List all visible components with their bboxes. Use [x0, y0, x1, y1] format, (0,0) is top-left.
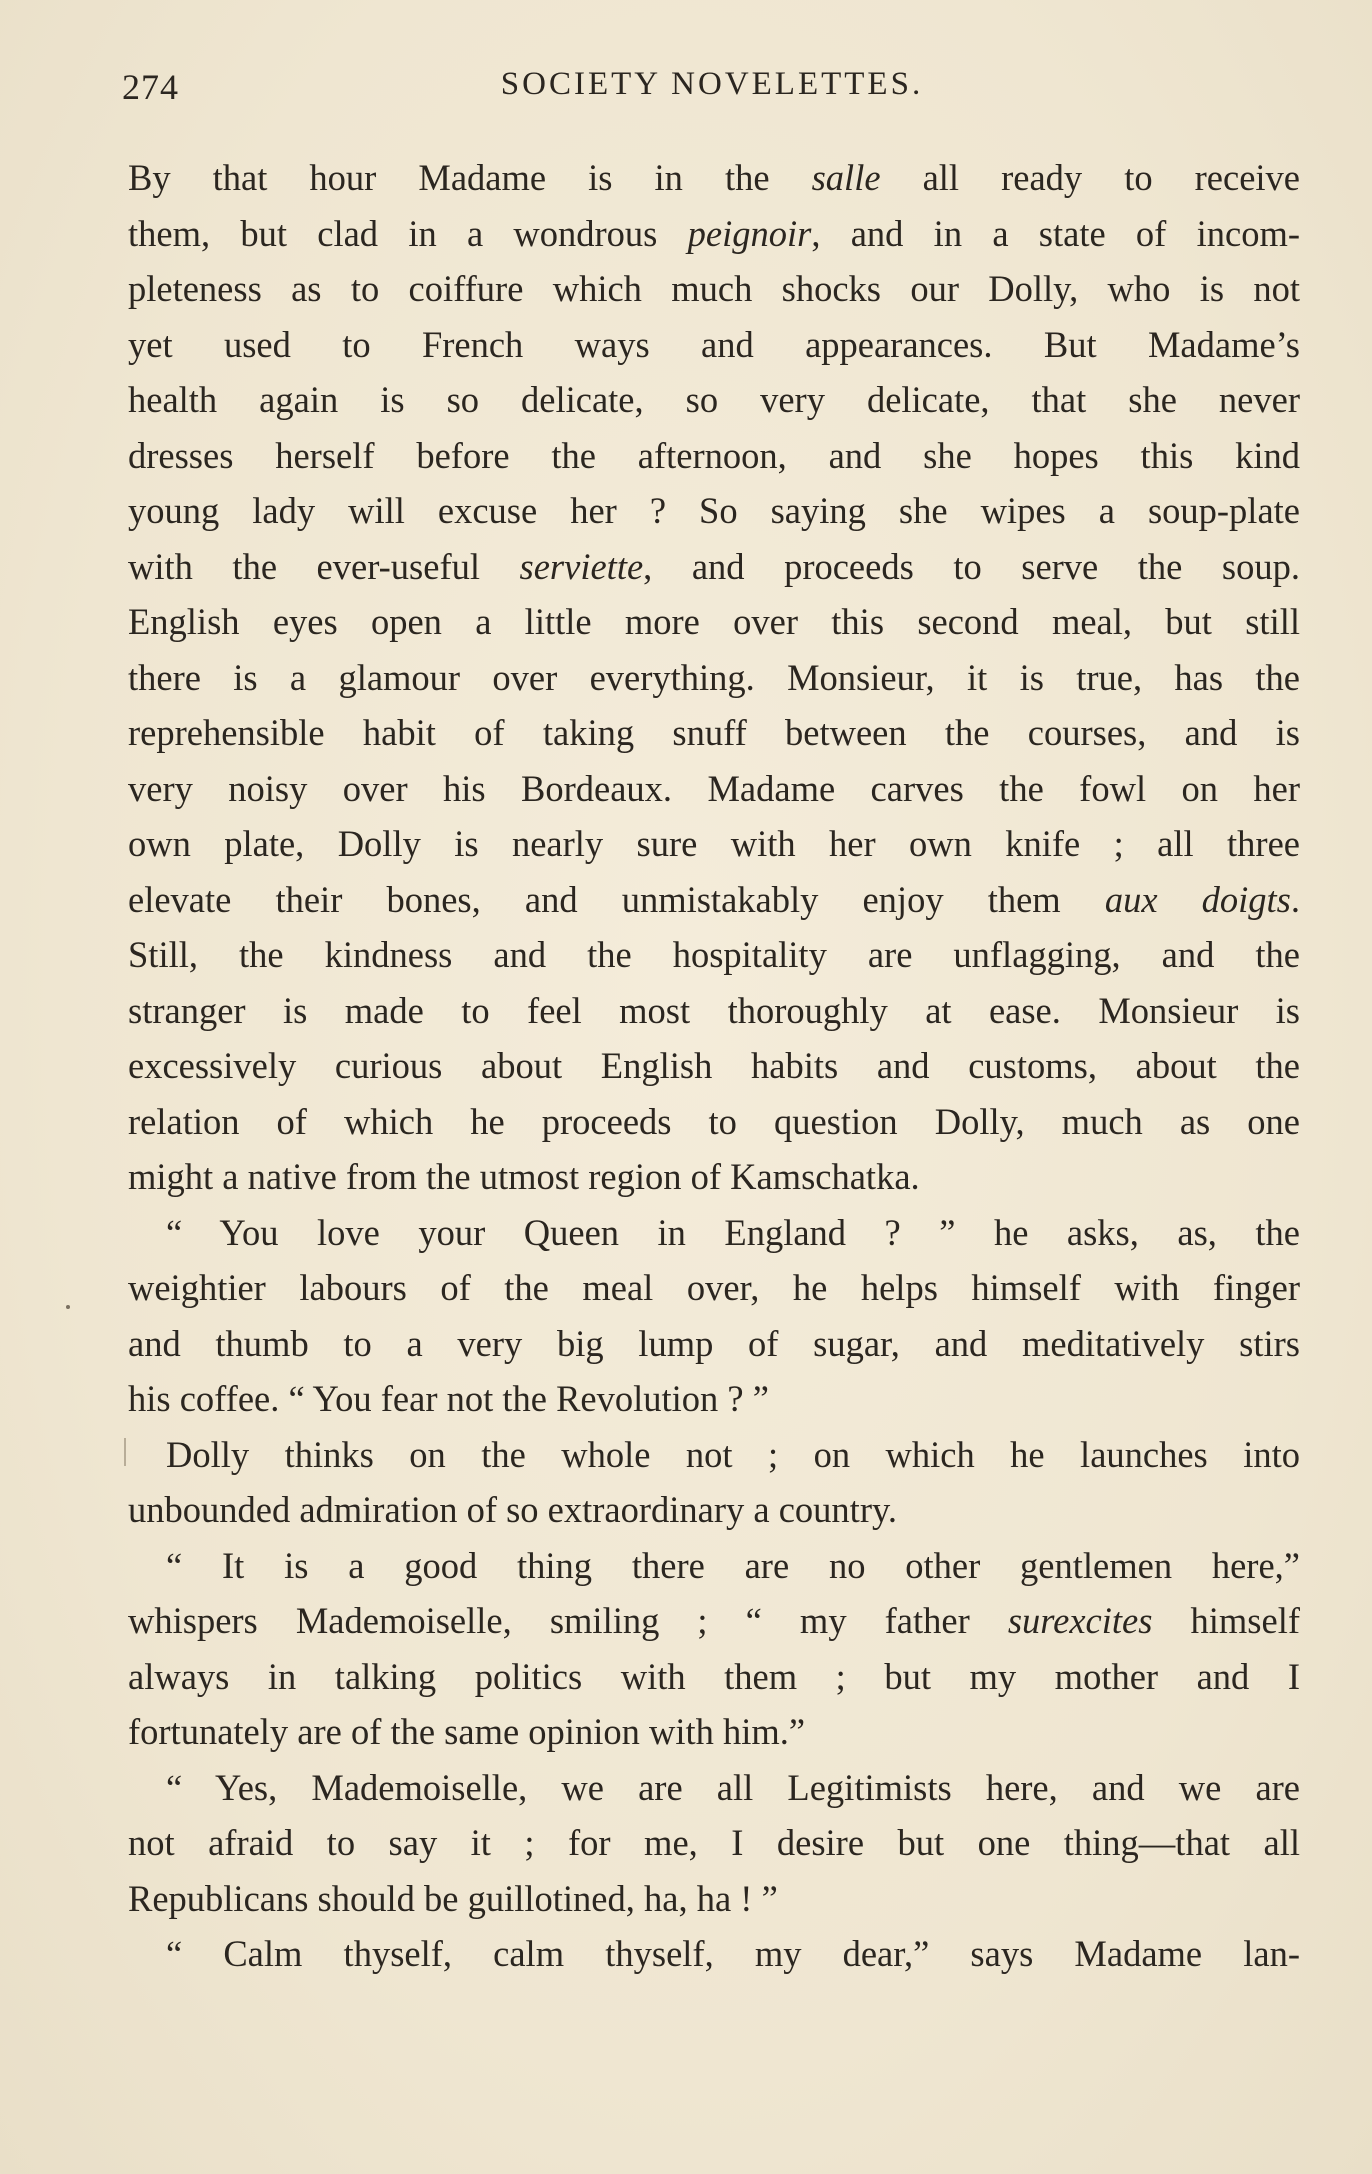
text-run: .	[1290, 878, 1300, 920]
text-line	[128, 983, 1300, 1039]
text-run: them, but clad in a wondrous	[128, 212, 688, 254]
text-run: there is a glamour over everything. Monsieur, it is true, has the	[128, 656, 1300, 698]
text-run: yet used to French ways and appearances. But Madame’s	[128, 323, 1300, 365]
text-run: By that hour Madame is in the	[128, 157, 812, 198]
text-line	[128, 1260, 1300, 1316]
text-run: fortunately are of the same opinion with him.”	[128, 1711, 806, 1752]
stray-ink-mark	[66, 1305, 70, 1309]
text-run: , and proceeds to serve the soup.	[643, 545, 1300, 587]
text-run: “ It is a good thing there are no other gentlemen here,”	[166, 1544, 1300, 1586]
page-number: 274	[122, 67, 179, 107]
text-line	[128, 1205, 1300, 1261]
text-line	[128, 927, 1300, 983]
text-line	[128, 372, 1300, 428]
text-run: weightier labours of the meal over, he helps himself with finger	[128, 1267, 1300, 1308]
text-run: unbounded admiration of so extraordinary a country.	[128, 1489, 897, 1530]
text-run: stranger is made to feel most thoroughly at ease. Monsieur is	[128, 989, 1300, 1031]
text-line	[128, 206, 1300, 262]
text-run: reprehensible habit of taking snuff between the courses, and is	[128, 712, 1300, 753]
text-run: all ready to receive	[880, 157, 1300, 198]
text-line	[128, 1871, 1300, 1927]
text-run: very noisy over his Bordeaux. Madame carves the fowl on her	[128, 767, 1300, 809]
text-line	[128, 317, 1300, 373]
text-line	[128, 1094, 1300, 1150]
text-line	[128, 1593, 1300, 1649]
text-run: “ You love your Queen in England ? ” he asks, as, the	[166, 1211, 1300, 1253]
text-run: relation of which he proceeds to question Dolly, much as one	[128, 1100, 1300, 1142]
text-line	[128, 1704, 1300, 1760]
text-run: always in talking politics with them ; but my mother and I	[128, 1655, 1300, 1697]
text-run: himself	[1152, 1600, 1300, 1641]
text-line	[128, 428, 1300, 484]
text-line	[128, 1316, 1300, 1372]
text-run: Republicans should be guillotined, ha, ha ! ”	[128, 1877, 778, 1919]
text-run: “ Yes, Mademoiselle, we are all Legitimists here, and we are	[166, 1766, 1300, 1808]
text-line	[128, 1371, 1300, 1427]
italic-text-run: aux doigts	[1104, 878, 1291, 920]
text-run: with the ever-useful	[128, 545, 520, 587]
text-line	[128, 1149, 1300, 1205]
italic-text-run: serviette	[519, 545, 644, 587]
text-run: young lady will excuse her ? So saying she wipes a soup-plate	[128, 490, 1300, 531]
text-run: health again is so delicate, so very delicate, that she never	[128, 379, 1300, 420]
text-run: might a native from the utmost region of Kamschatka.	[128, 1156, 920, 1197]
text-line	[128, 650, 1300, 706]
text-line	[128, 705, 1300, 761]
text-line	[128, 1760, 1300, 1816]
text-line	[128, 1038, 1300, 1094]
text-line	[128, 1427, 1300, 1483]
text-run: his coffee. “ You fear not the Revolution ? ”	[128, 1378, 769, 1419]
text-run: own plate, Dolly is nearly sure with her own knife ; all three	[128, 823, 1300, 864]
text-run: excessively curious about English habits and customs, about the	[128, 1045, 1300, 1086]
text-line	[128, 150, 1300, 206]
text-run: whispers Mademoiselle, smiling ; “ my father	[128, 1600, 1008, 1641]
page-header	[122, 66, 1302, 112]
text-run: Dolly thinks on the whole not ; on which he launches into	[166, 1433, 1300, 1475]
stray-margin-line	[124, 1438, 126, 1466]
text-run: pleteness as to coiffure which much shocks our Dolly, who is not	[128, 268, 1300, 309]
text-line	[128, 261, 1300, 317]
text-run: elevate their bones, and unmistakably enjoy them	[128, 878, 1105, 920]
text-line	[128, 1538, 1300, 1594]
text-line	[128, 539, 1300, 595]
text-run: Still, the kindness and the hospitality are unflagging, and the	[128, 934, 1300, 975]
text-run: , and in a state of incom-	[811, 212, 1300, 254]
text-run: dresses herself before the afternoon, and she hopes this kind	[128, 434, 1300, 476]
italic-text-run: surexcites	[1007, 1600, 1153, 1641]
text-line	[128, 1926, 1300, 1982]
italic-text-run: peignoir	[687, 212, 812, 254]
text-run: not afraid to say it ; for me, I desire but one thing—that all	[128, 1822, 1300, 1863]
text-line	[128, 1649, 1300, 1705]
italic-text-run: salle	[811, 157, 881, 198]
text-line	[128, 816, 1300, 872]
text-line	[128, 1482, 1300, 1538]
body-text	[128, 150, 1300, 1982]
text-run: English eyes open a little more over this second meal, but still	[128, 601, 1300, 642]
text-line	[128, 483, 1300, 539]
text-line	[128, 872, 1300, 928]
text-line	[128, 761, 1300, 817]
running-head: SOCIETY NOVELETTES.	[500, 66, 924, 102]
text-line	[128, 594, 1300, 650]
text-run: and thumb to a very big lump of sugar, and meditatively stirs	[128, 1322, 1300, 1364]
text-line	[128, 1815, 1300, 1871]
text-run: “ Calm thyself, calm thyself, my dear,” says Madame lan-	[166, 1933, 1300, 1974]
